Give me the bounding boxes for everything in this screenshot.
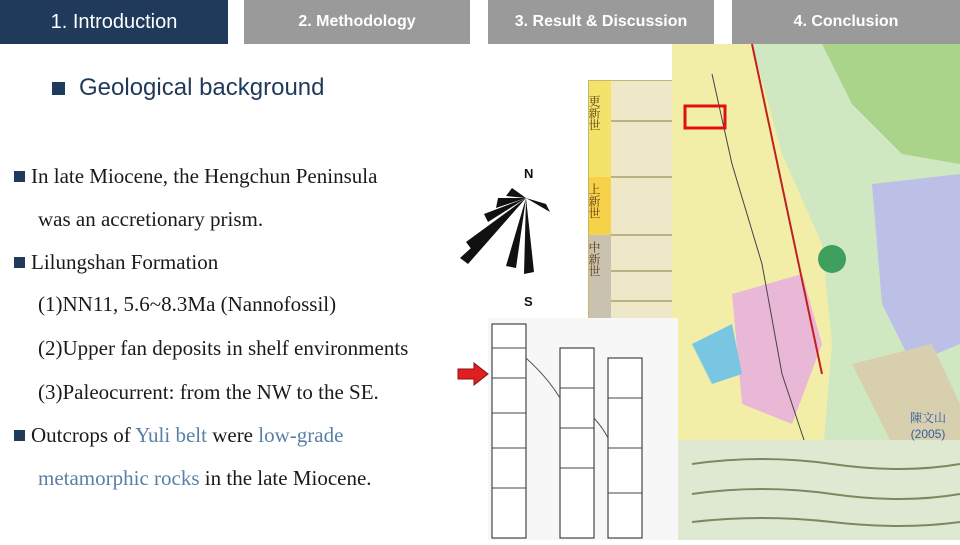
citation-author: 陳文山 xyxy=(910,411,947,425)
tab-methodology[interactable] xyxy=(244,0,470,44)
red-arrow-icon xyxy=(458,363,488,385)
highlight-text: low-grade xyxy=(258,423,344,447)
stratigraphic-column xyxy=(588,80,672,322)
tab-label: 1. Introduction xyxy=(50,10,178,33)
sub-bullet: (3)Paleocurrent: from the NW to the SE. xyxy=(38,380,379,404)
measured-section-columns xyxy=(488,318,678,540)
slide-title xyxy=(52,74,325,102)
strat-epoch-label: 中新世 xyxy=(587,241,601,277)
paleocurrent-rose-diagram xyxy=(446,158,586,318)
bullet-line xyxy=(14,164,377,189)
sub-bullet: (2)Upper fan deposits in shelf environments xyxy=(38,336,409,360)
tab-label: 3. Result & Discussion xyxy=(514,13,688,30)
rose-north-label: N xyxy=(524,166,534,181)
title-text: Geological background xyxy=(79,74,325,101)
tab-label: 2. Methodology xyxy=(298,13,416,30)
highlight-text: Yuli belt xyxy=(135,423,207,447)
rose-petals xyxy=(460,188,550,274)
bullet-text: in the late Miocene. xyxy=(199,466,372,490)
rose-south-label: S xyxy=(524,294,533,309)
citation-year: (2005) xyxy=(910,427,946,441)
bullet-square-icon xyxy=(14,171,25,182)
bullet-continuation xyxy=(38,466,372,491)
highlight-text: metamorphic rocks xyxy=(38,466,200,490)
tab-conclusion[interactable] xyxy=(732,0,960,44)
bullet-line xyxy=(14,423,343,448)
bullet-text: Lilungshan Formation xyxy=(31,250,219,274)
bullet-square-icon xyxy=(14,257,25,268)
geological-map xyxy=(672,44,960,540)
tab-label: 4. Conclusion xyxy=(793,13,899,30)
bullet-text: In late Miocene, the Hengchun Peninsula xyxy=(31,164,378,188)
tab-result-discussion[interactable] xyxy=(488,0,714,44)
bullet-line xyxy=(14,250,218,275)
strat-epoch-label: 更新世 xyxy=(587,95,601,131)
bullet-continuation: was an accretionary prism. xyxy=(38,207,264,231)
bullet-text: were xyxy=(206,423,259,447)
sub-bullet: (1)NN11, 5.6~8.3Ma (Nannofossil) xyxy=(38,292,337,316)
tab-introduction[interactable] xyxy=(0,0,228,44)
citation xyxy=(910,410,946,442)
bullet-text: Outcrops of xyxy=(31,423,136,447)
bullet-square-icon xyxy=(52,82,65,95)
bullet-square-icon xyxy=(14,430,25,441)
strat-epoch-label: 上新世 xyxy=(587,183,601,219)
